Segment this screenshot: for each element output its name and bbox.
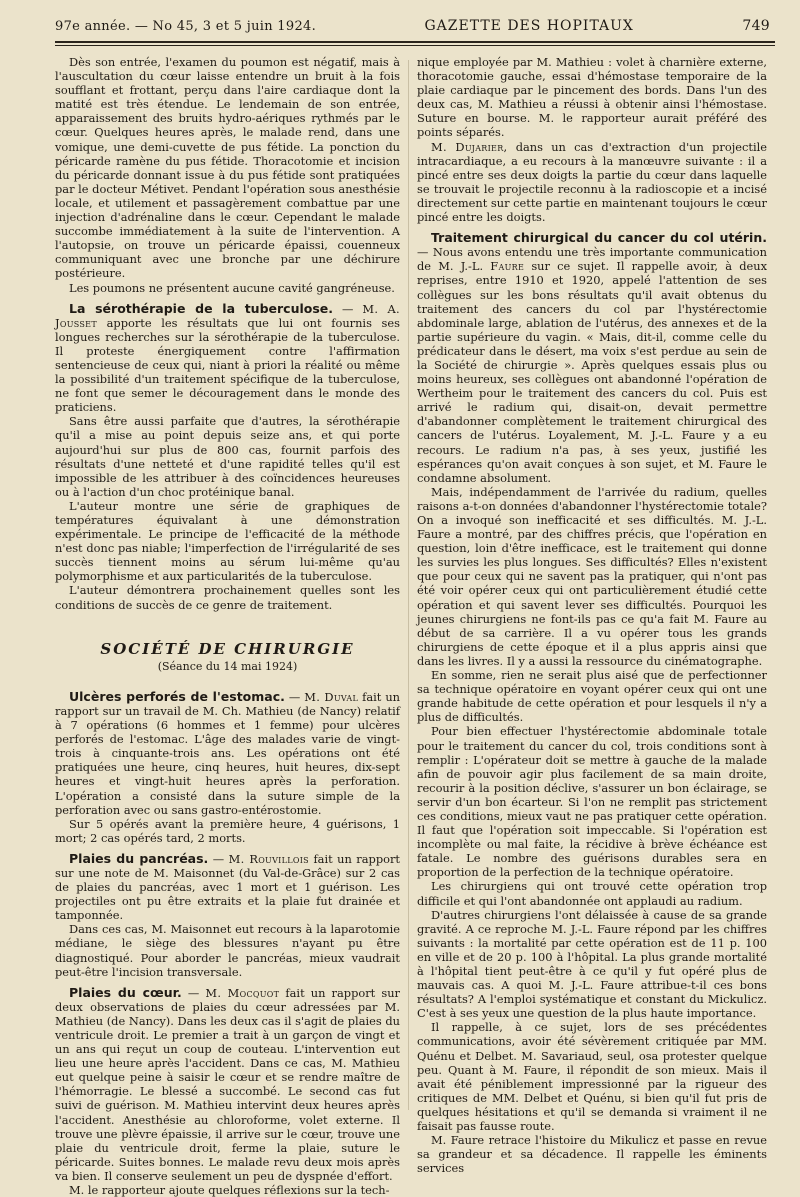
header-rule-thin: [55, 45, 775, 46]
author-name: M. A. Jousset: [55, 301, 400, 330]
issue-info: 97e année. — No 45, 3 et 5 juin 1924.: [55, 19, 317, 34]
section-subtitle: (Séance du 14 mai 1924): [157, 659, 298, 673]
author-name: Faure: [490, 259, 525, 274]
paragraph: L'auteur démontrera prochainement quelles sont les conditions de succès de ce genre de traitement.: [55, 583, 400, 612]
article-text: sur ce sujet. Il rappelle avoir, à deux reprises, entre 1910 et 1920, appelé l'attention de ses collègues sur les bons résultats qu'il avait obtenus du traitement des cancers du col par l'hystérectomie abdominale large, ablation de l'utérus, des annexes et de la partie supérieure du vagin. « Mais, dit-il, comme celle du prédicateur dans le désert, ma voix s'est perdue au sein de la Société de chirurgie ». Après quelques essais plus ou moins heureux, ses collègues ont abandonné l'opération de Wertheim pour le traitement des cancers du col. Puis est arrivé le radium qui, disait-on, devait permettre d'abandonner complètement le traitement chirurgical des cancers de l'utérus. Loyalement, M. J.-L. Faure y a eu recours. Le radium n'a pas, à ses yeux, justifié les espérances qu'on avait conçues à son sujet, et M. Faure le condamne absolument.: [417, 259, 768, 485]
paragraph: Les poumons ne présentent aucune cavité gangréneuse.: [69, 280, 395, 295]
paragraph: M. le rapporteur ajoute quelques réflexions sur la tech-: [69, 1183, 390, 1197]
article-ulceres: Ulcères perforés de l'estomac. — M. Duval fait un rapport sur un travail de M. Ch. Mathieu (de Nancy) relatif à 7 opérations (6 hommes et 1 femme) pour ulcères perforés de l'estomac. L'âge des malades varie de vingt-trois à cinquante-trois ans. Les opérations ont été pratiquées une heure, cinq heures, huit heures, dix-sept heures et vingt-huit heures après la perforation. L'opération a consisté dans la suture simple de la perforation avec ou sans gastro-entérostomie.: [55, 688, 400, 817]
article-pancreas: Plaies du pancréas. — M. Rouvillois fait un rapport sur une note de M. Maisonnet (du Val-de-Grâce) sur 2 cas de plaies du pancréas, avec 1 mort et 1 guérison. Les projectiles ont pu être extraits et la plaie fut drainée et tamponnée.: [55, 850, 401, 923]
article-text: fait un rapport sur un travail de M. Ch. Mathieu (de Nancy) relatif à 7 opérations (6 hommes et 1 femme) pour ulcères perforés de l'estomac. L'âge des malades varie de vingt-trois à cinquante-trois ans. Les opérations ont été pratiquées une heure, cinq heures, huit heures, dix-sept heures et vingt-huit heures après la perforation. L'opération a consisté dans la suture simple de la perforation avec ou sans gastro-entérostomie.: [55, 689, 400, 817]
paragraph: L'auteur montre une série de graphiques de températures équivalant à une démonstration expérimentale. Le principe de l'efficacité de la méthode n'est donc pas niable; l'imperfection de l'irrégularité de ses succès tiennent moins au sérum lui-même qu'au polymorphisme et aux particularités de la tuberculose.: [55, 498, 400, 584]
section-title: SOCIÉTÉ DE CHIRURGIE: [100, 639, 355, 658]
author-name: M. Duval: [304, 689, 359, 704]
paragraph: Il rappelle, à ce sujet, lors de ses précédentes communications, avoir été sévèrement critiquée par MM. Quénu et Delbet. M. Savariaud, seul, osa protester quelque peu. Quant à M. Faure, il répondit de son mieux. Mais il avait été péniblement impressionné par la rigueur des critiques de MM. Delbet et Quénu, si bien qu'il fut pris de quelques hésitations et qu'il se demanda si vraiment il ne faisait pas fausse route.: [417, 1020, 767, 1134]
page-number: 749: [742, 18, 770, 34]
paragraph: M. Faure retrace l'histoire du Mikulicz et passe en revue sa grandeur et sa décadence. Il rappelle les éminents services: [417, 1133, 767, 1176]
paragraph: Dans ces cas, M. Maisonnet eut recours à la laparotomie médiane, le siège des blessures n'ayant pu être diagnostiqué. Pour aborder le pancréas, mieux vaudrait peut-être l'incision transversale.: [55, 922, 400, 979]
journal-title: GAZETTE DES HOPITAUX: [424, 18, 634, 34]
article-cancer-col: Traitement chirurgical du cancer du col utérin. — Nous avons entendu une très importante communication de M. J.-L. Faure sur ce sujet. Il rappelle avoir, à deux reprises, entre 1910 et 1920, appelé l'attention de ses collègues sur les bons résultats qu'il avait obtenus du traitement des cancers du col par l'hystérectomie abdominale large, ablation de l'utérus, des annexes et de la partie supérieure du vagin. « Mais, dit-il, comme celle du prédicateur dans le désert, ma voix s'est perdue au sein de la Société de chirurgie ». Après quelques essais plus ou moins heureux, ses collègues ont abandonné l'opération de Wertheim pour le traitement des cancers du col. Puis est arrivé le radium qui, disait-on, devait permettre d'abandonner complètement le traitement chirurgical des cancers de l'utérus. Loyalement, M. J.-L. Faure y a eu recours. Le radium n'a pas, à ses yeux, justifié les espérances qu'on avait conçues à son sujet, et M. Faure le condamne absolument.: [417, 230, 768, 485]
paragraph: Sur 5 opérés avant la première heure, 4 guérisons, 1 mort; 2 cas opérés tard, 2 morts.: [55, 816, 400, 845]
paragraph: Sans être aussi parfaite que d'autres, la sérothérapie qu'il a mise au point depuis seize ans, et qui porte aujourd'hui sur plus de 800 cas, fournit parfois des résultats d'une netteté et d'une rapidité telles qu'il est impossible de les attribuer à des coïncidences heureuses ou à l'action d'un choc protéinique banal.: [55, 414, 400, 499]
article-heading: Plaies du pancréas.: [69, 850, 209, 866]
header-rule-thick: [55, 41, 775, 43]
article-heading: Ulcères perforés de l'estomac.: [69, 688, 285, 704]
paragraph: nique employée par M. Mathieu : volet à charnière externe, thoracotomie gauche, essai d'hémostase temporaire de la plaie cardiaque par le pincement des bords. Dans l'un des deux cas, M. Mathieu a réussi à obtenir ainsi l'hémostase. Suture en bourse. M. le rapporteur aurait préféré des points séparés.: [417, 55, 767, 140]
column-divider: [408, 60, 409, 1110]
article-heading: La sérothérapie de la tuberculose.: [69, 300, 334, 316]
author-name: M. Rouvillois: [228, 851, 309, 866]
paragraph: Les chirurgiens qui ont trouvé cette opération trop difficile et qui l'ont abandonnée ont applaudi au radium.: [417, 879, 767, 908]
page-header: [55, 18, 770, 40]
left-column: [55, 55, 400, 1197]
article-heading: Traitement chirurgical du cancer du col utérin.: [431, 230, 767, 246]
paragraph: Dès son entrée, l'examen du poumon est négatif, mais à l'auscultation du cœur laisse entendre un bruit à la fois soufflant et frottant, perçu dans l'aire cardiaque dont la matité est très étendue. Le lendemain de son entrée, apparaissement des bruits hydro-aériques rythmés par le cœur. Quelques heures après, le malade rend, dans une vomique, une demi-cuvette de pus fétide. La ponction du péricarde ramène du pus fétide. Thoracotomie et incision du péricarde donnant issue à du pus fétide sont pratiquées par le docteur Métivet. Pendant l'opération sous anesthésie locale, et utilement et passagèrement combattue par une injection d'adrénaline dans le cœur. Cependant le malade succombe immédiatement à la suite de l'intervention. A l'autopsie, on trouve un péricarde épaissi, couenneux communiquant avec une bronche par une déchirure postérieure.: [55, 55, 400, 281]
article-text: Nous avons entendu une très importante communication de M. J.-L.: [417, 245, 767, 274]
paragraph: Pour bien effectuer l'hystérectomie abdominale totale pour le traitement du cancer du col, trois conditions sont à remplir : L'opérateur doit se mettre à gauche de la malade afin de pouvoir agir plus facilement de sa main droite, recourir à la position déclive, s'assurer un bon éclairage, se servir d'un bon écarteur. Si l'on ne remplit pas strictement ces conditions, mieux vaut ne pas pratiquer cette opération. Il faut que l'opération soit impeccable. Si l'opération est incomplète ou mal faite, la récidive à brève échéance est fatale. Le nombre des guérisons durables sera en proportion de la perfection de la technique opératoire.: [417, 724, 767, 880]
article-text: fait un rapport sur une note de M. Maisonnet (du Val-de-Grâce) sur 2 cas de plaies du pancréas, avec 1 mort et 1 guérison. Les projectiles ont pu être extraits et la plaie fut drainée et tamponnée.: [55, 851, 401, 923]
right-column: [417, 55, 767, 1175]
paragraph: Mais, indépendamment de l'arrivée du radium, quelles raisons a-t-on données d'abandonner l'hystérectomie totale? On a invoqué son inefficacité et ses difficultés. M. J.-L. Faure a montré, par des chiffres précis, que l'opération en question, loin d'être inefficace, est le traitement qui donne les survies les plus longues. Ses difficultés? Elles n'existent que pour ceux qui ne savent pas la pratiquer, qui n'ont pas été voir opérer ceux qui ont particulièrement étudié cette opération et qui savent lever ses difficultés. Pourquoi les jeunes chirurgiens ne font-ils pas ce qu'a fait M. Faure au début de sa carrière. Il a vu opérer tous les grands chirurgiens de cette époque et il a plus appris ainsi que dans les livres. Il y a aussi la ressource du cinématographe.: [417, 484, 767, 668]
paragraph: En somme, rien ne serait plus aisé que de perfectionner sa technique opératoire en voyant opérer ceux qui ont une grande habitude de cette opération et pour lesquels il n'y a plus de difficultés.: [417, 668, 767, 725]
article-text: fait un rapport sur deux observations de plaies du cœur adressées par M. Mathieu (de Nancy). Dans les deux cas il s'agit de plaies du ventricule droit. Le premier a trait à un garçon de vingt et un ans qui reçut un coup de couteau. L'intervention eut lieu une heure après l'accident. Dans ce cas, M. Mathieu eut quelque peine à saisir le cœur et se rendre maître de l'hémorragie. Le blessé a succombé. Le second cas fut suivi de guérison. M. Mathieu intervint deux heures après l'accident. Anesthésie au chloroforme, volet externe. Il trouve une plèvre épaissie, il arrive sur le cœur, trouve une plaie du ventricule droit, ferme la plaie, suture le péricarde. Suites bonnes. Le malade revu deux mois après va bien. Il conserve seulement un peu de dyspnée d'effort.: [55, 985, 400, 1183]
author-name: M. Dujarier,: [431, 139, 508, 154]
article-heading: Plaies du cœur.: [69, 984, 182, 1000]
paragraph-dujarier: [417, 140, 767, 225]
paragraph: D'autres chirurgiens l'ont délaissée à cause de sa grande gravité. A ce reproche M. J.-L. Faure répond par les chiffres suivants : la mortalité par cette opération est de 11 p. 100 en ville et de 20 p. 100 à l'hôpital. La plus grande mortalité à l'hôpital tient peut-être à ce qu'il y fut opéré plus de mauvais cas. A quoi M. J.-L. Faure attribue-t-il ces bons résultats? A l'emploi systématique et constant du Mickulicz. C'est à ses yeux une question de la plus haute importance.: [417, 907, 767, 1021]
author-name: M. Mocquot: [205, 985, 280, 1000]
article-text: dans un cas d'extraction d'un projectile intracardiaque, a eu recours à la manœuvre suivante : il a pincé entre ses deux doigts la partie du cœur dans laquelle se trouvait le projectile reconnu à la radioscopie et a incisé directement sur cette partie en maintenant toujours le cœur pincé entre les doigts.: [417, 139, 767, 225]
article-serotherapie: La sérothérapie de la tuberculose. — M. A. Jousset apporte les résultats que lui ont fournis ses longues recherches sur la sérothérapie de la tuberculose. Il proteste énergiquement contre l'affirmation sentencieuse de ceux qui, niant à priori la réalité ou même la possibilité d'un traitement spécifique de la tuberculose, ne font que semer le découragement dans le monde des praticiens.: [55, 300, 400, 415]
article-text: apporte les résultats que lui ont fournis ses longues recherches sur la sérothérapie de la tuberculose. Il proteste énergiquement contre l'affirmation sentencieuse de ceux qui, niant à priori la réalité ou même la possibilité d'un traitement spécifique de la tuberculose, ne font que semer le découragement dans le monde des praticiens.: [55, 315, 400, 415]
article-coeur: Plaies du cœur. — M. Mocquot fait un rapport sur deux observations de plaies du cœur adressées par M. Mathieu (de Nancy). Dans les deux cas il s'agit de plaies du ventricule droit. Le premier a trait à un garçon de vingt et un ans qui reçut un coup de couteau. L'intervention eut lieu une heure après l'accident. Dans ce cas, M. Mathieu eut quelque peine à saisir le cœur et se rendre maître de l'hémorragie. Le blessé a succombé. Le second cas fut suivi de guérison. M. Mathieu intervint deux heures après l'accident. Anesthésie au chloroforme, volet externe. Il trouve une plèvre épaissie, il arrive sur le cœur, trouve une plaie du ventricule droit, ferme la plaie, suture le péricarde. Suites bonnes. Le malade revu deux mois après va bien. Il conserve seulement un peu de dyspnée d'effort.: [55, 984, 400, 1183]
